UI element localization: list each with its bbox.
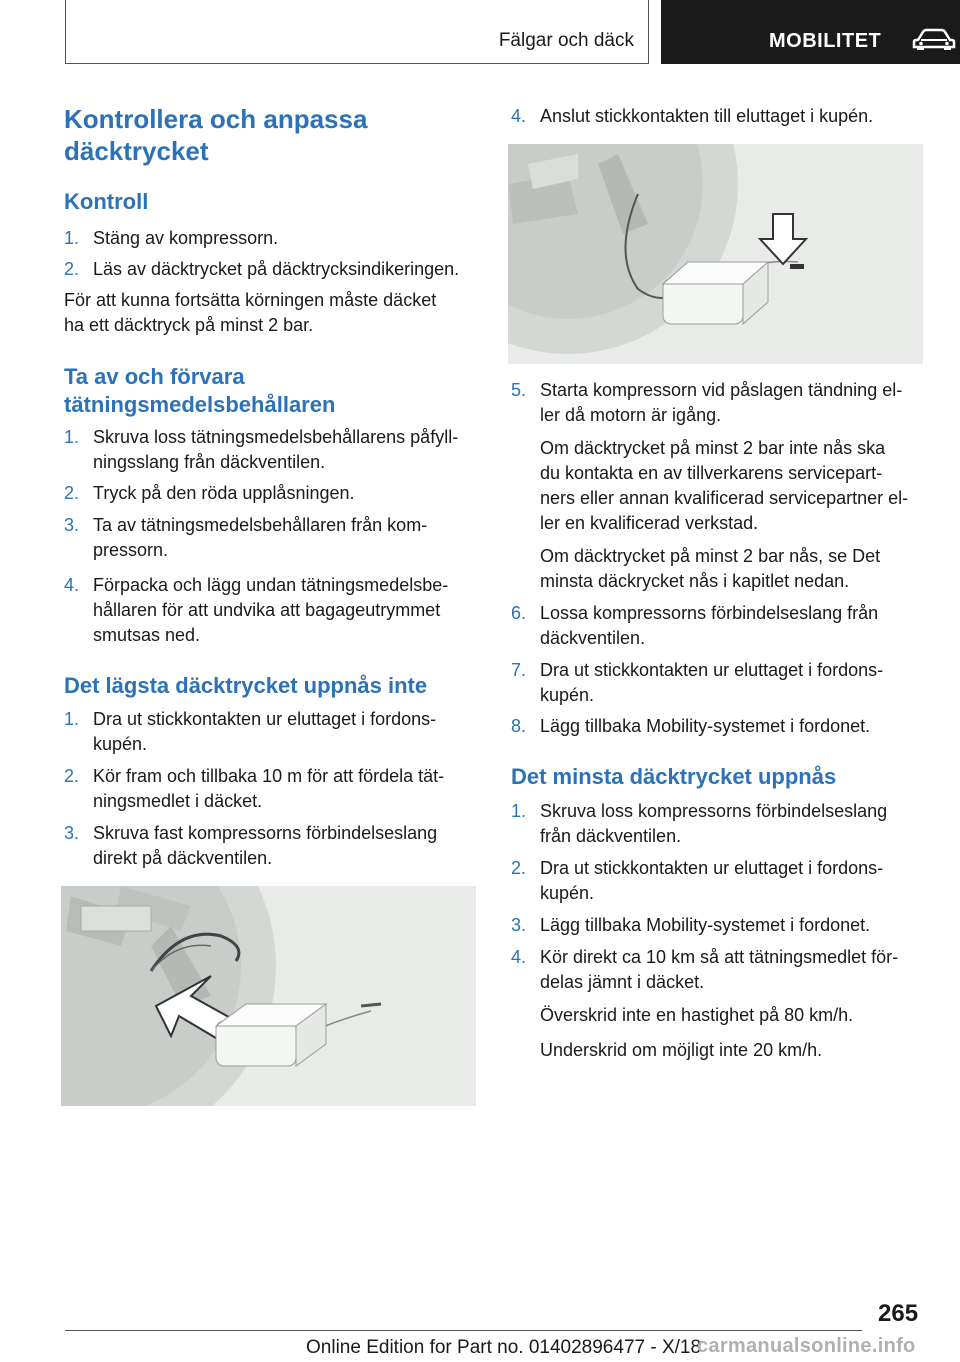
note-paragraph: Om däcktrycket på minst 2 bar inte nås ska du kontakta en av tillverkarens servicepart- ners eller annan kvalificerad servicepartner el- ler en kvalificerad verkstad.	[540, 438, 909, 533]
heading-minimum-reached: Det minsta däcktrycket uppnås	[511, 764, 837, 789]
heading-lowest-not-reached: Det lägsta däcktrycket uppnås inte	[64, 673, 428, 698]
note-paragraph: Överskrid inte en hastighet på 80 km/h. Underskrid om möjligt inte 20 km/h.	[540, 1005, 854, 1060]
figure-compressor-valve	[61, 886, 476, 1106]
car-front-icon	[912, 28, 956, 55]
heading-ta-av: Ta av och förvara tätningsmedelsbehållaren	[64, 364, 336, 417]
paragraph: För att kunna fortsätta körningen måste däcket ha ett däcktryck på minst 2 bar.	[64, 290, 437, 335]
illustration-wheel-compressor	[61, 886, 476, 1106]
page-title: Kontrollera och anpassa däcktrycket	[64, 104, 368, 166]
watermark: carmanualsonline.info	[697, 1335, 916, 1357]
edition-text: Online Edition for Part no. 01402896477 - X/18	[306, 1337, 702, 1358]
figure-plug-socket	[508, 144, 923, 364]
note-paragraph: Om däcktrycket på minst 2 bar nås, se Det minsta däckrycket nås i kapitlet nedan.	[540, 546, 881, 591]
footer-divider	[65, 1330, 862, 1331]
header-box	[65, 0, 649, 64]
chapter-tab	[661, 0, 960, 64]
illustration-plug-socket	[508, 144, 923, 364]
page-number: 265	[878, 1300, 919, 1327]
chapter-label: MOBILITET	[769, 30, 882, 52]
heading-kontroll: Kontroll	[64, 189, 149, 214]
section-title: Fälgar och däck	[498, 30, 634, 51]
